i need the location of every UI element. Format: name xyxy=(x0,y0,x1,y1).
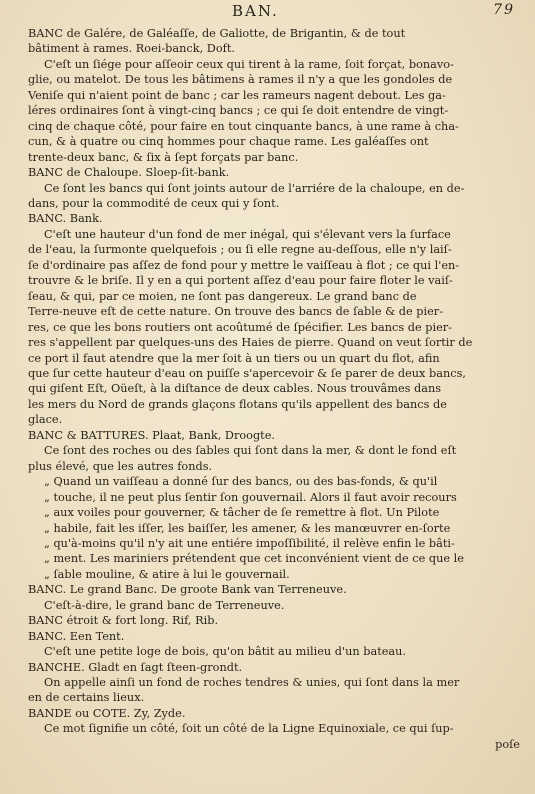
definition-line: Ce ſont les bancs qui ſont joints autour de l'arriére de la chaloupe, en de- xyxy=(44,181,465,195)
dictionary-text xyxy=(28,26,520,752)
definition-line: C'eſt un ſiége pour aſſeoir ceux qui tirent à la rame, ſoit forçat, bonavo- xyxy=(44,57,454,71)
quotation-line: „ habile, fait les iſſer, les baiſſer, les amener, & les manœuvrer en-ſorte xyxy=(44,521,451,535)
entry-headword-line: BANCHE. Gladt en ſagt ſteen-grondt. xyxy=(28,660,243,674)
definition-line: trouvre & le briſe. Il y en a qui portent aſſez d'eau pour faire floter le vaiſ- xyxy=(28,274,453,288)
running-header xyxy=(0,2,535,22)
definition-line: qui giſent Eſt, Oüeſt, à la diſtance de deux cables. Nous trouvâmes dans xyxy=(28,382,442,396)
definition-line: cun, & à quatre ou cinq hommes pour chaque rame. Les galéaſſes ont xyxy=(28,135,429,149)
quotation-line: „ ment. Les mariniers prétendent que cet inconvénient vient de ce que le xyxy=(44,552,464,566)
definition-line: ce port il faut atendre que la mer ſoit à un tiers ou un quart du flot, afin xyxy=(28,351,440,365)
definition-line: léres ordinaires ſont à vingt-cinq bancs ; ce qui ſe doit entendre de vingt- xyxy=(28,104,449,118)
entry-headword-line: BANC. Een Tent. xyxy=(28,629,125,643)
definition-line: Ce mot ſignifie un côté, ſoit un côté de la Ligne Equinoxiale, ce qui ſup- xyxy=(44,722,454,736)
definition-line: Terre-neuve eſt de cette nature. On trouve des bancs de ſable & de pier- xyxy=(28,305,444,319)
definition-line: en de certains lieux. xyxy=(28,691,145,705)
header-title: BAN. xyxy=(232,2,279,20)
entry-headword-line: BANC. Le grand Banc. De groote Bank van Terreneuve. xyxy=(28,583,347,597)
definition-line: que ſur cette hauteur d'eau on puiſſe s'apercevoir & ſe parer de deux bancs, xyxy=(28,366,466,380)
definition-line: glace. xyxy=(28,413,63,427)
catchword: poſe xyxy=(495,737,520,751)
definition-line: Ce ſont des roches ou des ſables qui ſont dans la mer, & dont le fond eſt xyxy=(44,444,457,458)
entry-headword-line: bâtiment à rames. Roei-banck, Doft. xyxy=(28,42,235,56)
definition-line: plus élevé, que les autres fonds. xyxy=(28,459,213,473)
quotation-line: „ aux voiles pour gouverner, & tâcher de ſe remettre à flot. Un Pilote xyxy=(44,506,440,520)
entry-headword-line: BANDE ou COTE. Zy, Zyde. xyxy=(28,706,186,720)
definition-line: trente-deux banc, & ſix à ſept forçats par banc. xyxy=(28,150,299,164)
quotation-line: „ qu'à-moins qu'il n'y ait une entiére impoſſibilité, il relève enfin le bâti- xyxy=(44,536,455,550)
definition-line: ſeau, & qui, par ce moien, ne ſont pas dangereux. Le grand banc de xyxy=(28,289,417,303)
entry-headword-line: BANC étroit & fort long. Rif, Rib. xyxy=(28,614,219,628)
definition-line: C'eſt une hauteur d'un fond de mer inégal, qui s'élevant vers la ſurface xyxy=(44,227,451,241)
quotation-line: „ Quand un vaiſſeau a donné ſur des bancs, ou des bas-fonds, & qu'il xyxy=(44,475,438,489)
quotation-line: „ ſable mouline, & atire à lui le gouvernail. xyxy=(44,567,290,581)
page-number: 79 xyxy=(493,2,515,18)
entry-headword-line: BANC de Chaloupe. Sloep-ſit-bank. xyxy=(28,166,230,180)
definition-line: C'eſt une petite loge de bois, qu'on bâtit au milieu d'un bateau. xyxy=(44,645,407,659)
definition-line: cinq de chaque côté, pour faire en tout cinquante bancs, à une rame à cha- xyxy=(28,119,459,133)
definition-line: On appelle ainſi un fond de roches tendres & unies, qui ſont dans la mer xyxy=(44,676,460,690)
entry-headword-line: BANC & BATTURES. Plaat, Bank, Droogte. xyxy=(28,428,275,442)
definition-line: ſe d'ordinaire pas aſſez de fond pour y mettre le vaiſſeau à flot ; ce qui l'en- xyxy=(28,258,460,272)
entry-headword-line: BANC de Galére, de Galéaſſe, de Galiotte, de Brigantin, & de tout xyxy=(28,27,406,40)
definition-line: dans, pour la commodité de ceux qui y ſont. xyxy=(28,196,280,210)
definition-line: de l'eau, la ſurmonte quelquefois ; ou ſi elle regne au-deſſous, elle n'y laiſ- xyxy=(28,243,452,257)
quotation-line: „ touche, il ne peut plus ſentir ſon gouvernail. Alors il faut avoir recours xyxy=(44,490,457,504)
entry-headword-line: BANC. Bank. xyxy=(28,212,103,226)
definition-line: res s'appellent par quelques-uns des Haies de pierre. Quand on veut ſortir de xyxy=(28,336,473,350)
definition-line: res, ce que les bons routiers ont acoûtumé de ſpécifier. Les bancs de pier- xyxy=(28,320,452,334)
definition-line: glie, ou matelot. De tous les bâtimens à rames il n'y a que les gondoles de xyxy=(28,73,453,87)
definition-line: C'eſt-à-dire, le grand banc de Terreneuve. xyxy=(44,598,285,612)
definition-line: Veniſe qui n'aient point de banc ; car les rameurs nagent debout. Les ga- xyxy=(28,88,446,102)
definition-line: les mers du Nord de grands glaçons flotans qu'ils appellent des bancs de xyxy=(28,397,447,411)
